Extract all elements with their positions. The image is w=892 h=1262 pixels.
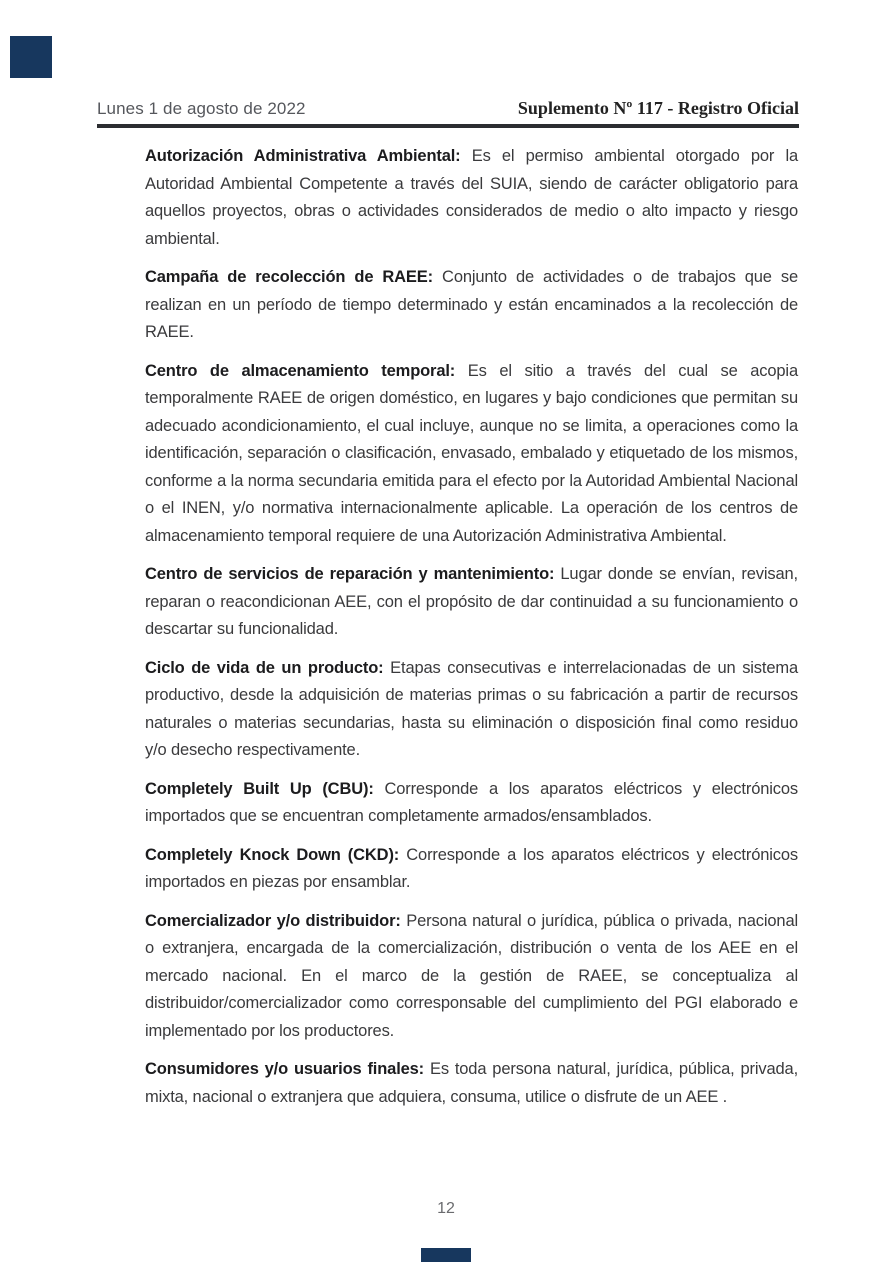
definition-paragraph xyxy=(145,776,798,831)
definition-paragraph xyxy=(145,655,798,765)
definition-term: Comercializador y/o distribuidor: xyxy=(145,911,401,930)
definition-paragraph xyxy=(145,358,798,551)
definition-text: Es el sitio a través del cual se acopia temporalmente RAEE de origen doméstico, en lugares y bajo condiciones que permitan su adecuado acondicionamiento, el cual incluye, aunque no se limita, a operaciones como la identificación, separación o clasificación, envasado, embalado y etiquetado de los mismos, conforme a la norma secundaria emitida para el efecto por la Autoridad Ambiental Nacional o el INEN, y/o normativa internacionalmente aplicable. La operación de los centros de almacenamiento temporal requiere de una Autorización Administrativa Ambiental. xyxy=(145,361,798,545)
definition-paragraph xyxy=(145,908,798,1046)
definition-text: Etapas consecutivas e interrelacionadas de un sistema productivo, desde la adquisición de materias primas o su fabricación a partir de recursos naturales o materias secundarias, hasta su eliminación o disposición final como residuo y/o desecho respectivamente. xyxy=(145,658,798,759)
definition-text: Conjunto de actividades o de trabajos que se realizan en un período de tiempo determinado y están encaminados a la recolección de RAEE. xyxy=(145,268,798,341)
definition-text: Es toda persona natural, jurídica, pública, privada, mixta, nacional o extranjera que adquiera, consuma, utilice o disfrute de un AEE . xyxy=(145,1060,799,1106)
bottom-footer-mark xyxy=(421,1248,471,1262)
definition-paragraph xyxy=(145,264,798,347)
definition-term: Completely Built Up (CBU): xyxy=(145,779,374,798)
header-rule-divider xyxy=(97,124,799,128)
definition-term: Ciclo de vida de un producto: xyxy=(145,658,384,677)
definition-text: Persona natural o jurídica, pública o privada, nacional o extranjera, encargada de la comercialización, distribución o venta de los AEE en el mercado nacional. En el marco de la gestión de RAEE, se conceptualiza al distribuidor/comercializador como corresponsable del cumplimiento del PGI elaborado e implementado por los productores. xyxy=(145,911,798,1040)
header-supplement-title: Suplemento Nº 117 - Registro Oficial xyxy=(517,98,799,118)
definition-text: Lugar donde se envían, revisan, reparan o reacondicionan AEE, con el propósito de dar continuidad a su funcionamiento o descartar su funcionalidad. xyxy=(145,565,798,638)
definition-text: Corresponde a los aparatos eléctricos y electrónicos importados en piezas por ensamblar. xyxy=(145,845,799,891)
page-header xyxy=(97,98,799,119)
definition-term: Campaña de recolección de RAEE: xyxy=(145,268,433,286)
definition-paragraph xyxy=(145,842,798,897)
top-left-corner-mark xyxy=(10,36,52,78)
definition-term: Completely Knock Down (CKD): xyxy=(145,845,400,864)
page-number: 12 xyxy=(437,1200,455,1217)
definition-text: Corresponde a los aparatos eléctricos y electrónicos importados que se encuentran completamente armados/ensamblados. xyxy=(145,779,798,825)
definition-term: Consumidores y/o usuarios finales: xyxy=(145,1060,425,1078)
definition-paragraph xyxy=(145,143,798,253)
document-body xyxy=(145,143,798,1111)
definition-paragraph xyxy=(145,1056,798,1111)
header-date: Lunes 1 de agosto de 2022 xyxy=(97,99,306,118)
definition-paragraph xyxy=(145,561,798,644)
definition-term: Centro de servicios de reparación y mantenimiento: xyxy=(145,565,555,583)
definition-term: Centro de almacenamiento temporal: xyxy=(145,361,456,380)
definition-term: Autorización Administrativa Ambiental: xyxy=(145,147,461,165)
definition-text: Es el permiso ambiental otorgado por la Autoridad Ambiental Competente a través del SUIA, siendo de carácter obligatorio para aquellos proyectos, obras o actividades considerados de medio o alto impacto y riesgo ambiental. xyxy=(145,147,798,248)
